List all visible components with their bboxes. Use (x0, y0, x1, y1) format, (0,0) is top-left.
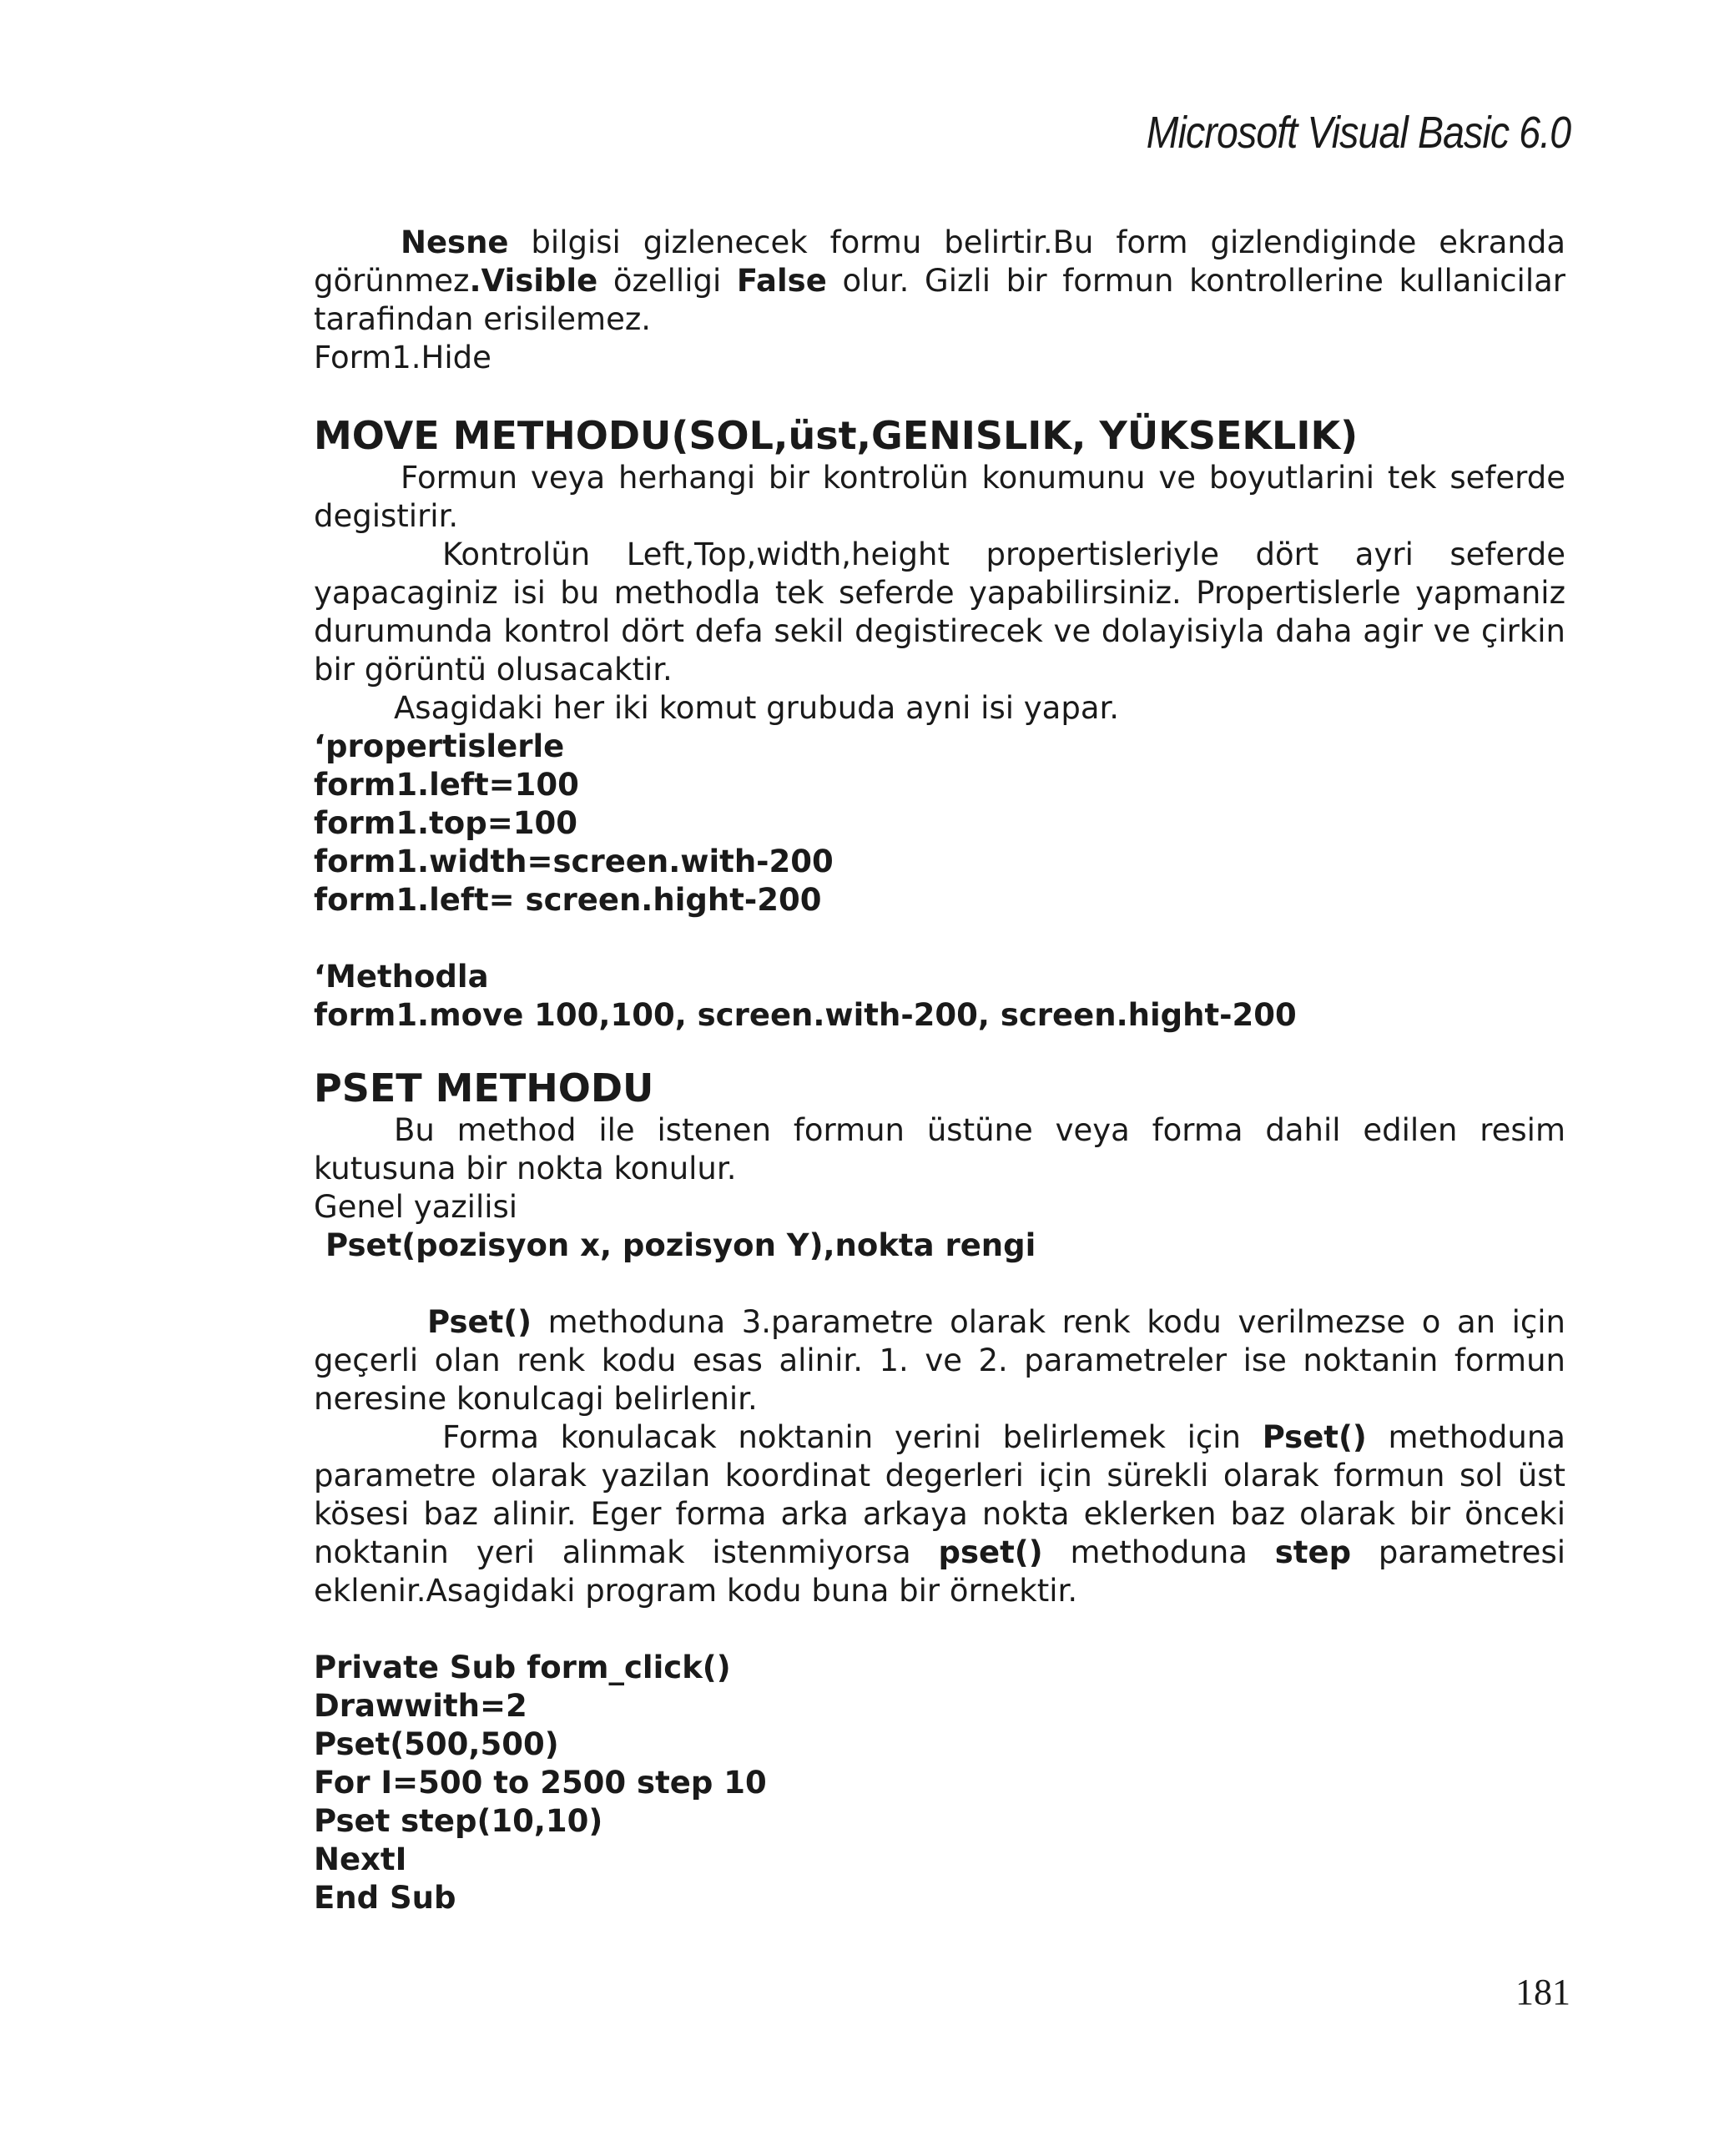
code-line: Drawwith=2 (314, 1688, 527, 1724)
bold-term: step (1274, 1534, 1352, 1570)
running-title: Microsoft Visual Basic 6.0 (1146, 108, 1570, 158)
bold-term: False (736, 263, 827, 299)
code-line: form1.top=100 (314, 805, 577, 841)
text-run: bilgisi gizlenecek formu belirtir.Bu form gizlendiginde ekranda görünmez (314, 224, 1565, 299)
code-line: NextI (314, 1841, 407, 1877)
page-number: 181 (1515, 1972, 1570, 2012)
pset-paragraph-3 (314, 1418, 1565, 1610)
pset-syntax: Pset(pozisyon x, pozisyon Y),nokta rengi (325, 1227, 1036, 1263)
text-run: methoduna 3.parametre olarak renk kodu verilmezse o an için geçerli olan renk kodu esas alinir. 1. ve 2. parametreler ise noktanin formun neresine konulcagi belirlenir. (314, 1304, 1565, 1417)
text-run: özelligi (597, 263, 737, 299)
code-line: ‘propertislerle (314, 728, 565, 764)
pset-syntax-label: Genel yazilisi (314, 1189, 518, 1225)
code-line: Pset(500,500) (314, 1726, 559, 1762)
hide-description (314, 224, 1565, 339)
code-line: form1.width=screen.with-200 (314, 844, 834, 879)
move-code-properties (314, 728, 1565, 919)
text-run: olur. Gizli bir formun kontrollerine kullanicilar tarafindan erisilemez. (314, 263, 1565, 337)
bold-term: pset() (938, 1534, 1043, 1570)
code-line: For I=500 to 2500 step 10 (314, 1765, 767, 1801)
pset-heading: PSET METHODU (314, 1065, 654, 1111)
hide-example: Form1.Hide (314, 340, 492, 375)
pset-paragraph-2 (314, 1303, 1565, 1418)
bold-term: Pset() (427, 1304, 532, 1340)
code-line: ‘Methodla (314, 959, 489, 995)
code-line: Private Sub form_click() (314, 1650, 731, 1685)
code-line: form1.move 100,100, screen.with-200, screen.hight-200 (314, 997, 1297, 1033)
text-run: methoduna (1042, 1534, 1275, 1570)
move-paragraph-3: Asagidaki her iki komut grubuda ayni isi yapar. (394, 690, 1120, 726)
bold-term: Nesne (401, 224, 509, 260)
code-line: End Sub (314, 1880, 456, 1916)
page-content (314, 224, 1565, 1917)
bold-term: Pset() (1262, 1419, 1367, 1455)
text-run: parametresi eklenir.Asagidaki program kodu buna bir örnektir. (314, 1534, 1565, 1609)
code-line: form1.left= screen.hight-200 (314, 882, 822, 918)
move-code-method (314, 958, 1565, 1035)
move-paragraph-1: Formun veya herhangi bir kontrolün konumunu ve boyutlarini tek seferde degistirir. (314, 460, 1565, 534)
text-run: methoduna parametre olarak yazilan koordinat degerleri için sürekli olarak formun sol üst kösesi baz alinir. Eger forma arka arkaya nokta eklerken baz olarak bir önceki noktanin yeri alinmak istenmiyorsa (314, 1419, 1565, 1570)
code-line: Pset step(10,10) (314, 1803, 603, 1839)
pset-code-block (314, 1649, 1565, 1917)
move-heading: MOVE METHODU(SOL,üst,GENISLIK, YÜKSEKLIK) (314, 413, 1359, 458)
text-run: Forma konulacak noktanin yerini belirlemek için (442, 1419, 1263, 1455)
code-line: form1.left=100 (314, 767, 579, 803)
move-paragraph-2: Kontrolün Left,Top,width,height propertisleriyle dört ayri seferde yapacaginiz isi bu methodla tek seferde yapabilirsiniz. Propertislerle yapmaniz durumunda kontrol dört defa sekil degistirecek ve dolayisiyla daha agir ve çirkin bir görüntü olusacaktir. (314, 536, 1565, 688)
pset-paragraph-1: Bu method ile istenen formun üstüne veya forma dahil edilen resim kutusuna bir nokta konulur. (314, 1112, 1565, 1186)
bold-term: .Visible (469, 263, 598, 299)
